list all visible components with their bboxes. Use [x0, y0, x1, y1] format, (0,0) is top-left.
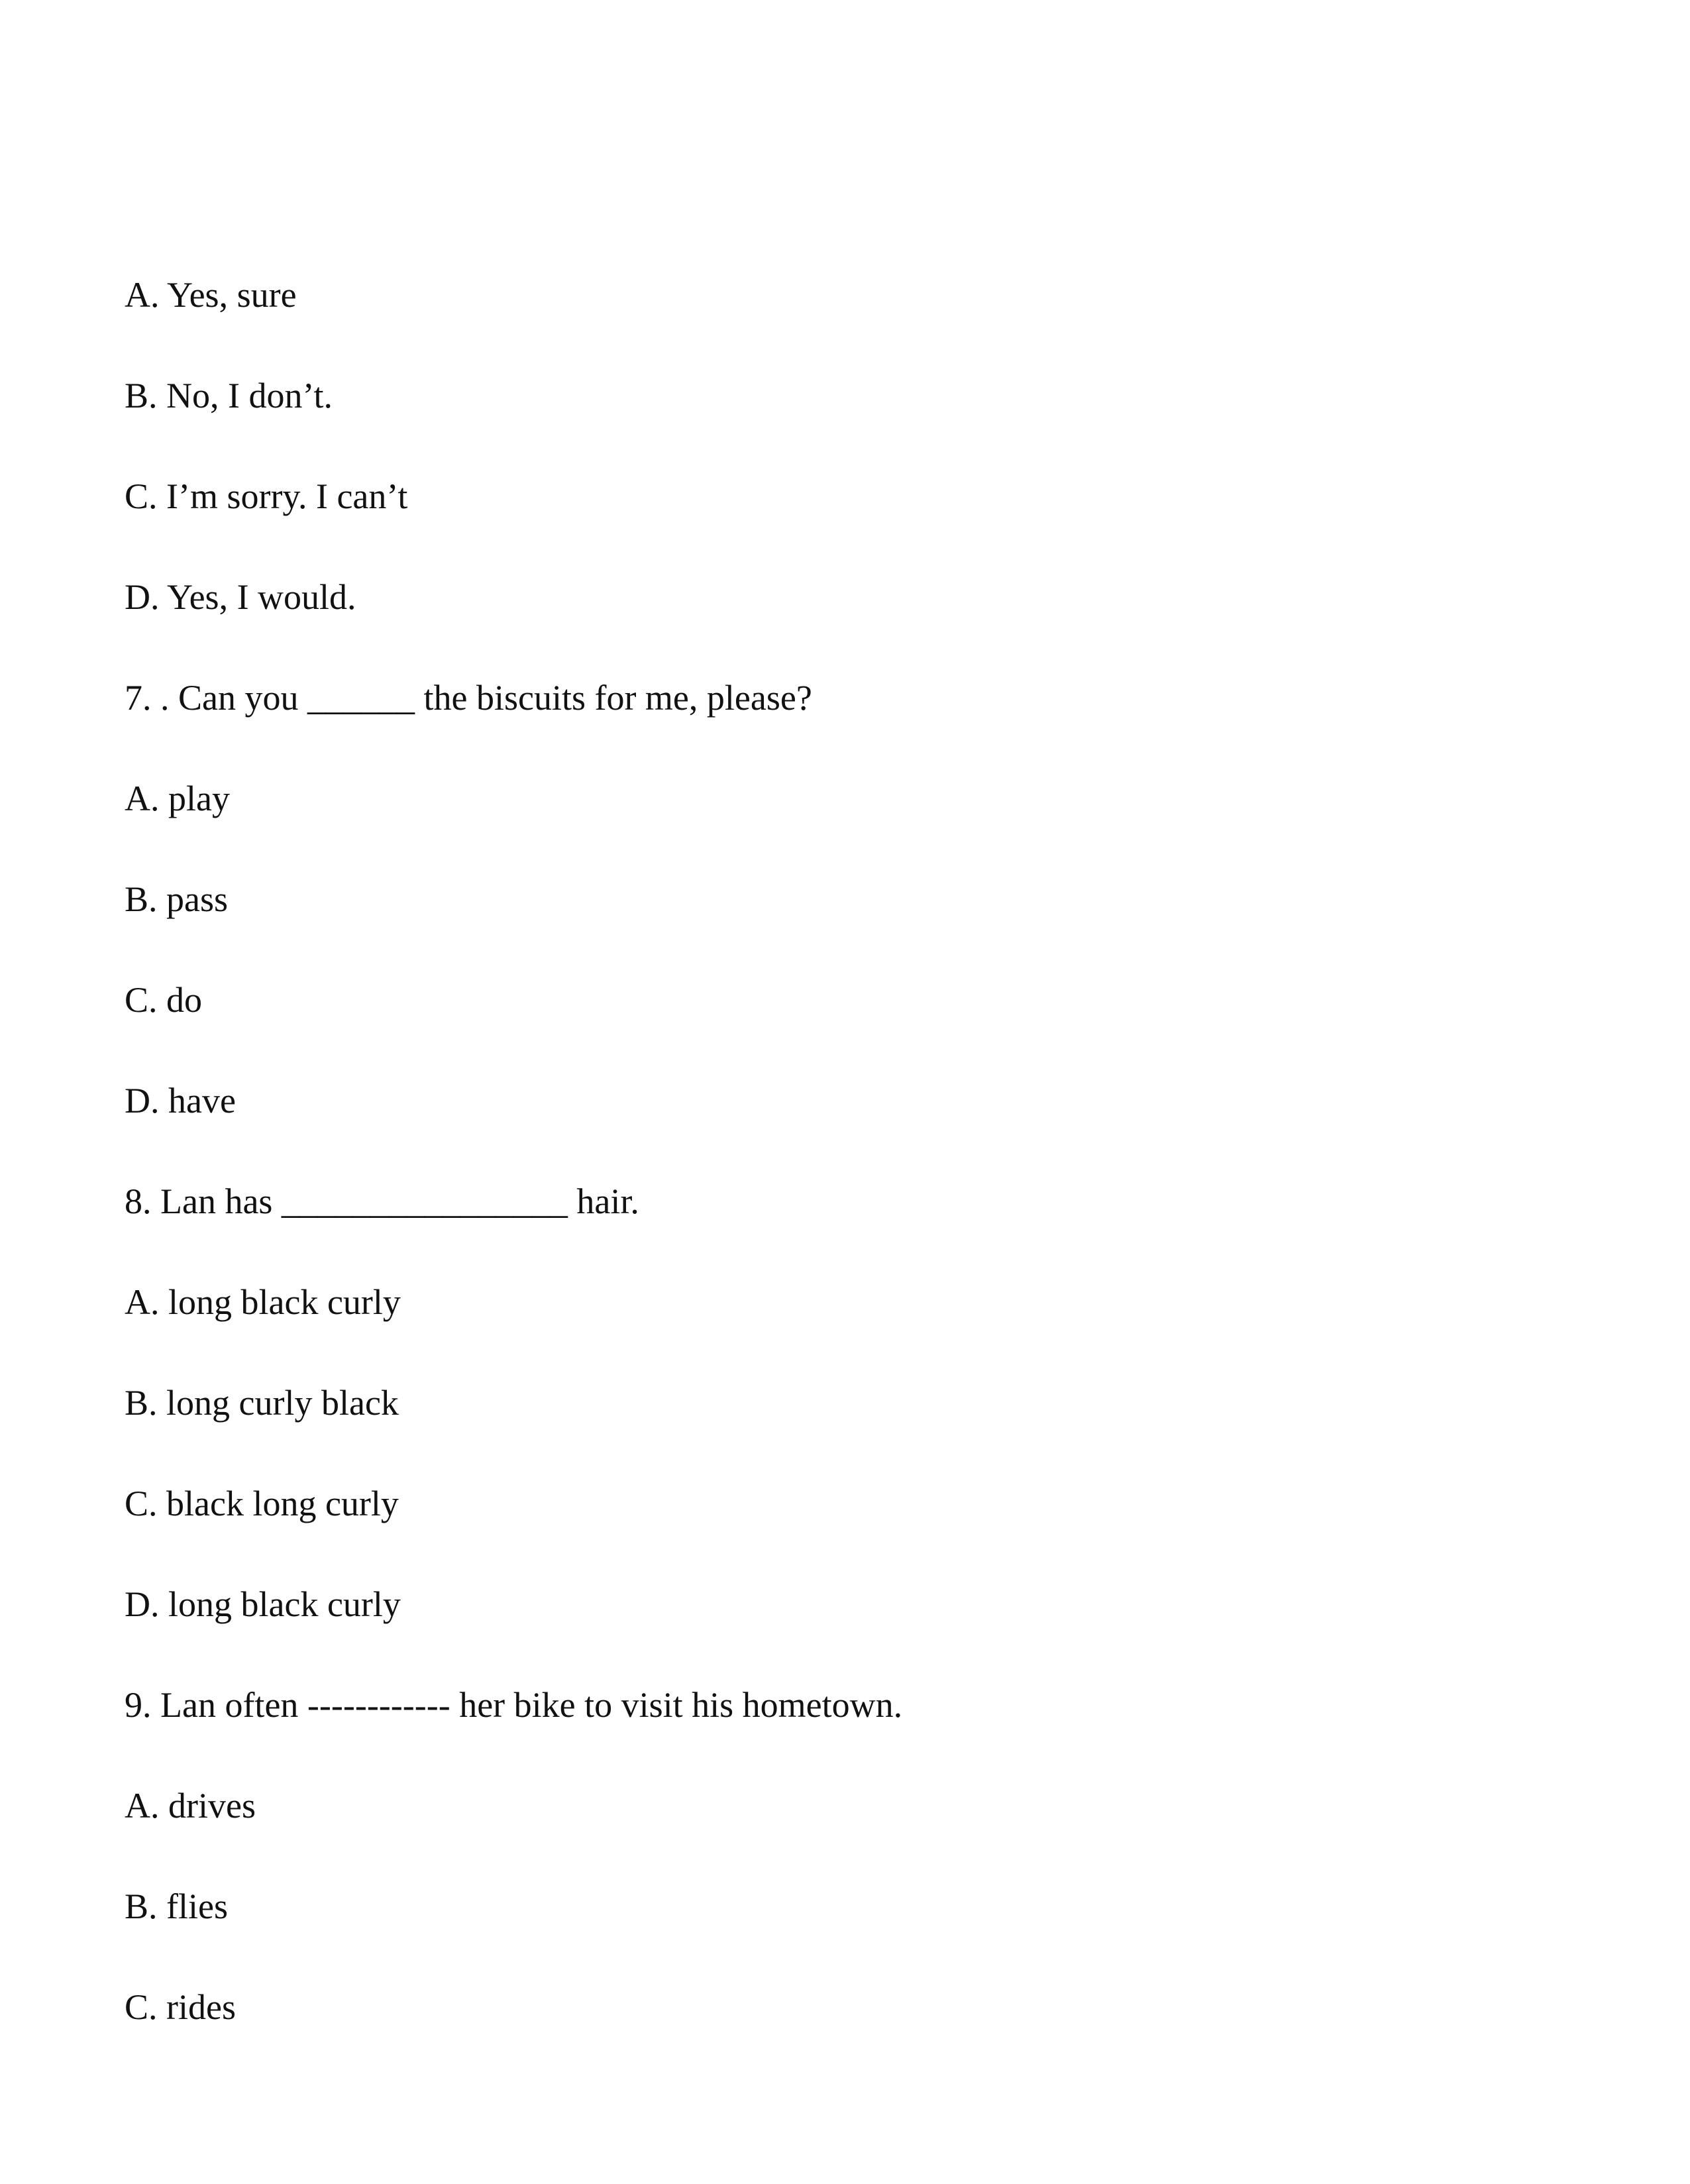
q9-option-b: B. flies	[125, 1886, 228, 1926]
q8-option-c: C. black long curly	[125, 1484, 399, 1523]
q6-option-d: D. Yes, I would.	[125, 577, 356, 617]
q7-option-d: D. have	[125, 1081, 236, 1120]
q7-option-c: C. do	[125, 980, 203, 1020]
q6-option-c: C. I’m sorry. I can’t	[125, 476, 408, 516]
q8-option-b: B. long curly black	[125, 1383, 399, 1423]
q7-option-a: A. play	[125, 779, 230, 818]
q6-option-a: A. Yes, sure	[125, 275, 297, 315]
q8-option-d: D. long black curly	[125, 1584, 401, 1624]
question-8: 8. Lan has ________________ hair.	[125, 1181, 639, 1221]
q6-option-b: B. No, I don’t.	[125, 376, 333, 415]
q9-option-c: C. rides	[125, 1987, 236, 2027]
q9-option-a: A. drives	[125, 1786, 256, 1826]
q8-option-a: A. long black curly	[125, 1282, 401, 1322]
question-7: 7. . Can you ______ the biscuits for me, please?	[125, 678, 812, 718]
question-9: 9. Lan often ------------ her bike to visit his hometown.	[125, 1685, 903, 1725]
q7-option-b: B. pass	[125, 879, 229, 919]
